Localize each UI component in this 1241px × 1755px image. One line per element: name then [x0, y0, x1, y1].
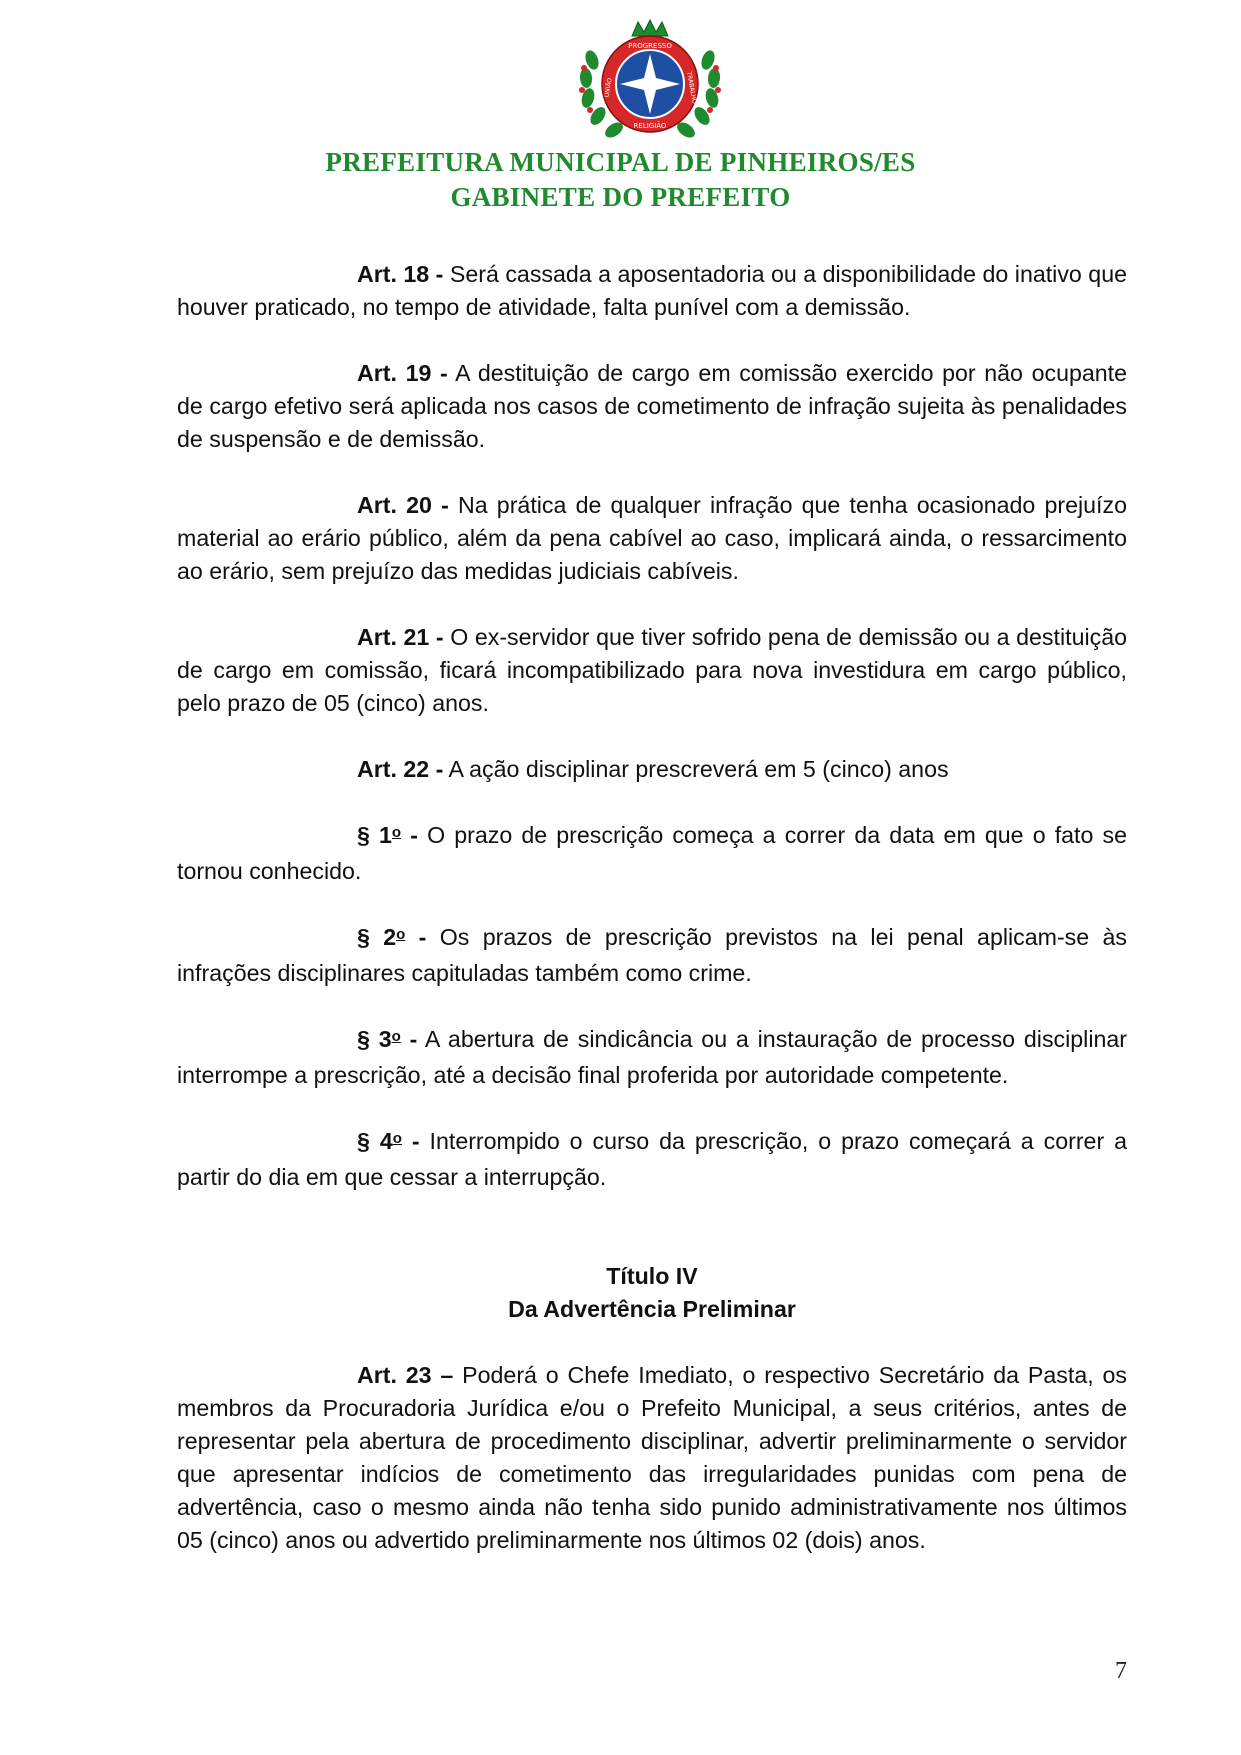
- paragraph-dash: -: [405, 924, 427, 950]
- paragraph-3: [177, 1023, 1127, 1092]
- ordinal-mark: o: [391, 1028, 401, 1045]
- document-body: [177, 258, 1127, 1557]
- article-lead: Art. 19 -: [357, 360, 448, 386]
- paragraph-4: [177, 1125, 1127, 1194]
- paragraph-lead: § 2: [357, 924, 397, 950]
- paragraph-lead: § 3: [357, 1026, 392, 1052]
- article-text: A destituição de cargo em comissão exercido por não ocupante de cargo efetivo será aplicada nos casos de cometimento de infração sujeita às penalidades de suspensão e de demissão.: [177, 360, 1127, 452]
- paragraph-1: [177, 819, 1127, 888]
- crest-ring-left: UNIÃO: [603, 77, 614, 98]
- paragraph-text: A abertura de sindicância ou a instauração de processo disciplinar interrompe a prescrição, até a decisão final proferida por autoridade competente.: [177, 1026, 1127, 1088]
- page-number: 7: [1115, 1658, 1127, 1684]
- ordinal-mark: o: [392, 1130, 402, 1147]
- paragraph-dash: -: [401, 1128, 420, 1154]
- article-19: [177, 357, 1127, 456]
- article-20: [177, 489, 1127, 588]
- article-21: [177, 621, 1127, 720]
- paragraph-lead: § 4: [357, 1128, 393, 1154]
- article-text: Será cassada a aposentadoria ou a disponibilidade do inativo que houver praticado, no tempo de atividade, falta punível com a demissão.: [177, 261, 1127, 320]
- section-heading: [177, 1260, 1127, 1326]
- article-18: [177, 258, 1127, 324]
- municipal-crest-icon: [570, 18, 730, 148]
- header-institution: PREFEITURA MUNICIPAL DE PINHEIROS/ES: [325, 147, 916, 177]
- section-subtitle: Da Advertência Preliminar: [508, 1296, 796, 1322]
- crest-ring-top: PROGRESSO: [628, 42, 672, 50]
- header-office: GABINETE DO PREFEITO: [450, 182, 791, 212]
- ordinal-mark: o: [396, 926, 406, 943]
- paragraph-text: O prazo de prescrição começa a correr da data em que o fato se tornou conhecido.: [177, 822, 1128, 884]
- article-text: Poderá o Chefe Imediato, o respectivo Secretário da Pasta, os membros da Procuradoria Jurídica e/ou o Prefeito Municipal, a seus critérios, antes de representar pela abertura de procedimento disciplinar, advertir preliminarmente o servidor que apresentar indícios de cometimento das irregularidades punidas com pena de advertência, caso o mesmo ainda não tenha sido punido administrativamente nos últimos 05 (cinco) anos ou advertido preliminarmente nos últimos 02 (dois) anos.: [177, 1362, 1127, 1553]
- crest-ring-right: TRABALHO: [685, 71, 698, 105]
- ordinal-mark: o: [391, 824, 402, 841]
- paragraph-dash: -: [400, 1026, 418, 1052]
- article-22: [177, 753, 1127, 786]
- article-lead: Art. 20 -: [357, 492, 449, 518]
- article-text: O ex-servidor que tiver sofrido pena de demissão ou a destituição de cargo em comissão, ficará incompatibilizado para nova investidura em cargo público, pelo prazo de 05 (cinco) anos.: [177, 624, 1127, 716]
- paragraph-lead: § 1: [357, 822, 392, 848]
- article-23: [177, 1359, 1127, 1557]
- paragraph-text: Interrompido o curso da prescrição, o prazo começará a correr a partir do dia em que cessar a interrupção.: [177, 1128, 1128, 1190]
- crest-ring-bottom: RELIGIÃO: [633, 122, 667, 130]
- article-lead: Art. 21 -: [357, 624, 444, 650]
- article-text: Na prática de qualquer infração que tenha ocasionado prejuízo material ao erário público, além da pena cabível ao caso, implicará ainda, o ressarcimento ao erário, sem prejuízo das medidas judiciais cabíveis.: [177, 492, 1127, 584]
- paragraph-2: [177, 921, 1127, 990]
- article-text: A ação disciplinar prescreverá em 5 (cinco) anos: [443, 756, 949, 782]
- paragraph-text: Os prazos de prescrição previstos na lei penal aplicam-se às infrações disciplinares capituladas também como crime.: [177, 924, 1128, 986]
- article-lead: Art. 23 –: [357, 1362, 454, 1388]
- article-lead: Art. 22 -: [357, 756, 444, 782]
- paragraph-dash: -: [401, 822, 418, 848]
- section-title: Título IV: [606, 1263, 698, 1289]
- article-lead: Art. 18 -: [357, 261, 444, 287]
